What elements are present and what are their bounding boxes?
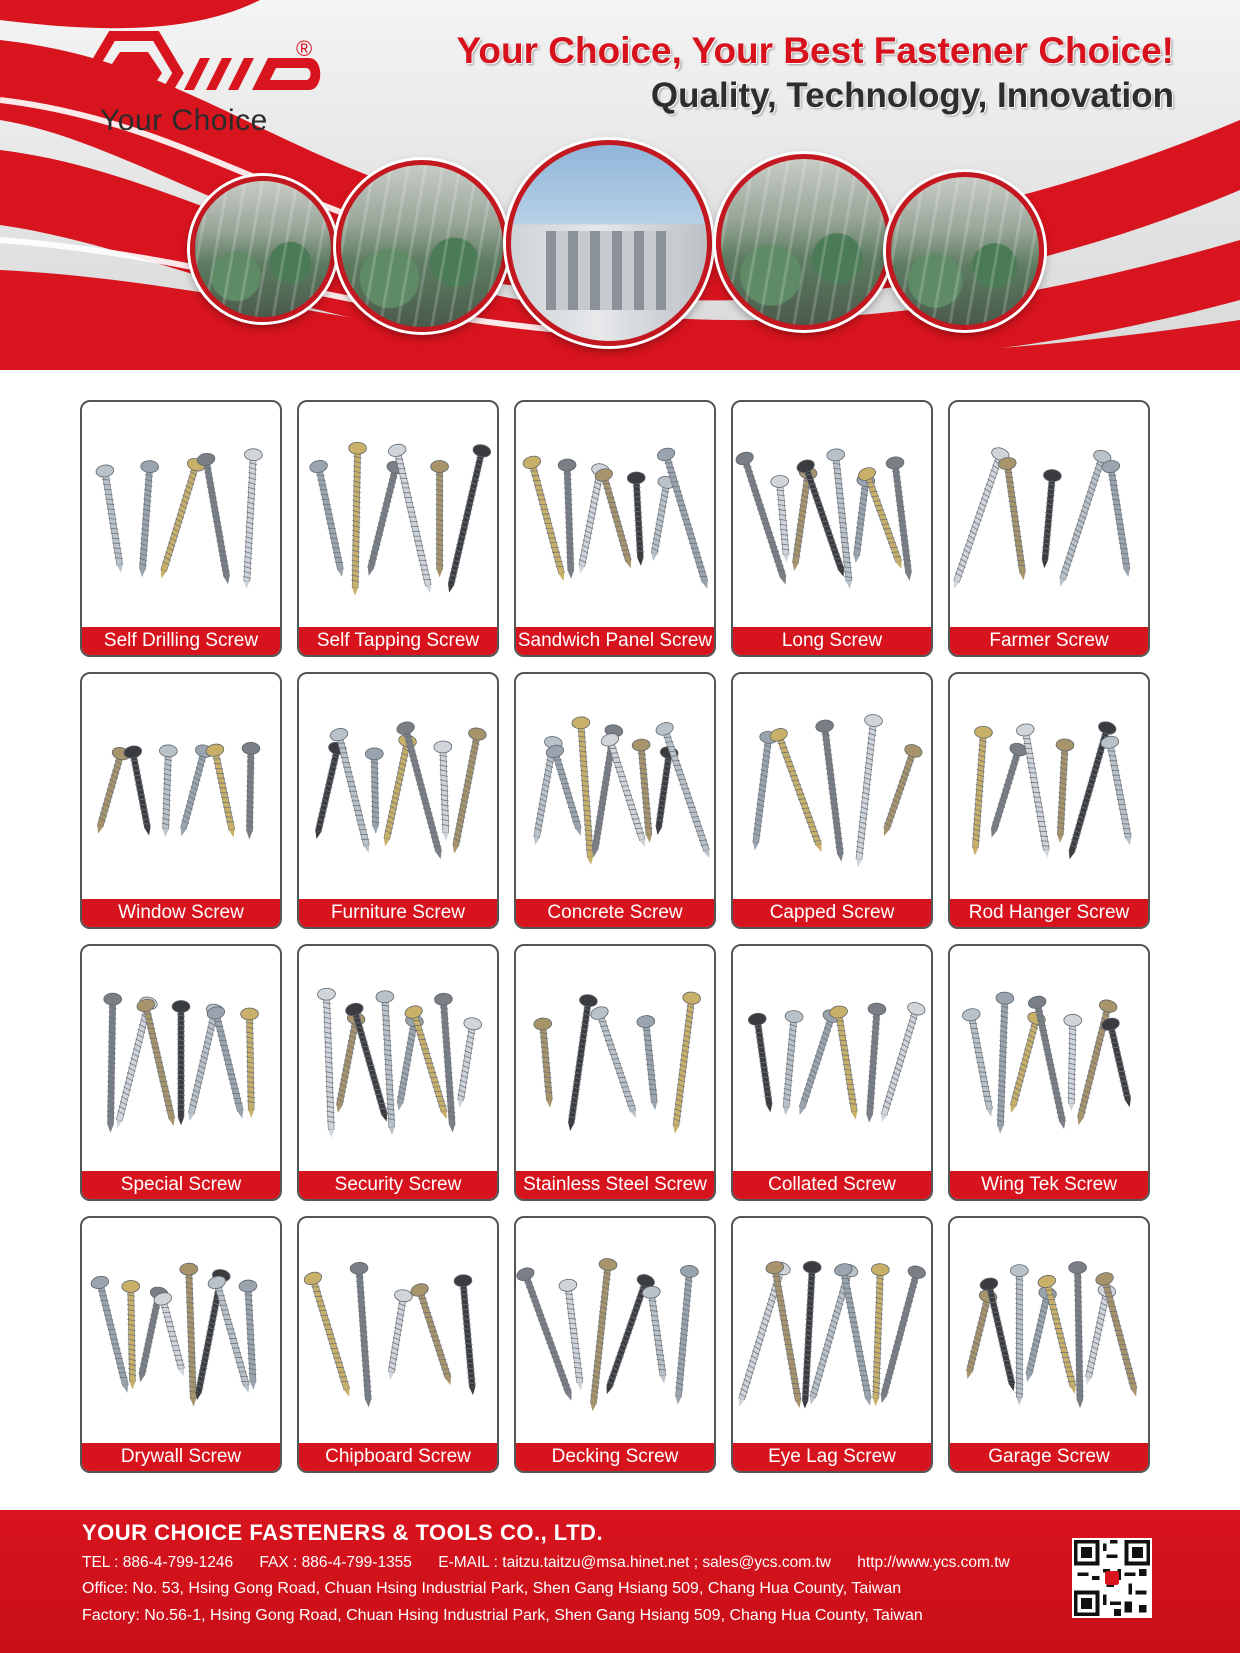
product-card[interactable] xyxy=(731,672,933,929)
contact-line xyxy=(82,1554,1032,1572)
product-card[interactable] xyxy=(514,1216,716,1473)
furniture-screws-image xyxy=(299,674,497,898)
security-screws-image xyxy=(299,946,497,1170)
product-card[interactable] xyxy=(514,672,716,929)
product-card[interactable] xyxy=(80,944,282,1201)
product-label: Wing Tek Screw xyxy=(950,1171,1148,1199)
office-address: Office: No. 53, Hsing Gong Road, Chuan Hsing Industrial Park, Shen Gang Hsiang 509, Chang Hua County, Taiwan xyxy=(82,1580,902,1597)
self-drilling-screws-image xyxy=(82,402,280,626)
chipboard-screws-image xyxy=(299,1218,497,1442)
special-screws-image xyxy=(82,946,280,1170)
concrete-screws-image xyxy=(516,674,714,898)
product-card[interactable] xyxy=(948,400,1150,657)
registered-mark: ® xyxy=(296,36,313,61)
product-card[interactable] xyxy=(80,1216,282,1473)
product-label: Capped Screw xyxy=(733,899,931,927)
sandwich-panel-screws-image xyxy=(516,402,714,626)
product-label: Security Screw xyxy=(299,1171,497,1199)
product-card[interactable] xyxy=(514,944,716,1201)
product-card[interactable] xyxy=(297,1216,499,1473)
brand-name: Your Choice xyxy=(100,104,268,137)
wing-tek-screws-image xyxy=(950,946,1148,1170)
product-label: Collated Screw xyxy=(733,1171,931,1199)
product-label: Long Screw xyxy=(733,627,931,655)
fax-number: FAX : 886-4-799-1355 xyxy=(259,1554,412,1571)
phone-number: TEL : 886-4-799-1246 xyxy=(82,1554,234,1571)
product-label: Furniture Screw xyxy=(299,899,497,927)
product-label: Rod Hanger Screw xyxy=(950,899,1148,927)
slogan-line-1: Your Choice, Your Best Fastener Choice! xyxy=(456,30,1174,71)
headquarters-building-photo xyxy=(506,140,712,346)
drywall-screws-image xyxy=(82,1218,280,1442)
product-card[interactable] xyxy=(514,400,716,657)
rod-hanger-screws-image xyxy=(950,674,1148,898)
capped-screws-image xyxy=(733,674,931,898)
factory-photo-2 xyxy=(336,160,508,332)
product-card[interactable] xyxy=(297,944,499,1201)
header-banner xyxy=(0,0,1240,370)
stainless-steel-screws-image xyxy=(516,946,714,1170)
product-card[interactable] xyxy=(80,672,282,929)
product-label: Drywall Screw xyxy=(82,1443,280,1471)
product-label: Window Screw xyxy=(82,899,280,927)
eye-lag-screws-image xyxy=(733,1218,931,1442)
window-screws-image xyxy=(82,674,280,898)
company-name: YOUR CHOICE FASTENERS & TOOLS CO., LTD. xyxy=(82,1520,604,1545)
slogan xyxy=(456,30,1174,116)
factory-address: Factory: No.56-1, Hsing Gong Road, Chuan Hsing Industrial Park, Shen Gang Hsiang 509, Chang Hua County, Taiwan xyxy=(82,1607,923,1624)
product-label: Self Tapping Screw xyxy=(299,627,497,655)
product-card[interactable] xyxy=(948,1216,1150,1473)
qr-code-icon[interactable] xyxy=(1072,1538,1152,1618)
product-card[interactable] xyxy=(297,672,499,929)
product-label: Special Screw xyxy=(82,1171,280,1199)
footer xyxy=(0,1510,1240,1653)
product-card[interactable] xyxy=(731,400,933,657)
website-link[interactable]: http://www.ycs.com.tw xyxy=(857,1554,1010,1571)
product-label: Decking Screw xyxy=(516,1443,714,1471)
decking-screws-image xyxy=(516,1218,714,1442)
product-card[interactable] xyxy=(948,944,1150,1201)
farmer-screws-image xyxy=(950,402,1148,626)
product-label: Concrete Screw xyxy=(516,899,714,927)
product-label: Self Drilling Screw xyxy=(82,627,280,655)
product-card[interactable] xyxy=(80,400,282,657)
collated-screws-image xyxy=(733,946,931,1170)
product-card[interactable] xyxy=(731,944,933,1201)
garage-screws-image xyxy=(950,1218,1148,1442)
self-tapping-screws-image xyxy=(299,402,497,626)
product-label: Stainless Steel Screw xyxy=(516,1171,714,1199)
factory-photo-4 xyxy=(886,172,1044,330)
product-label: Farmer Screw xyxy=(950,627,1148,655)
product-label: Chipboard Screw xyxy=(299,1443,497,1471)
product-card[interactable] xyxy=(297,400,499,657)
email-address[interactable]: E-MAIL : taitzu.taitzu@msa.hinet.net ; sales@ycs.com.tw xyxy=(438,1554,831,1571)
slogan-line-2: Quality, Technology, Innovation xyxy=(650,76,1174,115)
product-card[interactable] xyxy=(948,672,1150,929)
long-screws-image xyxy=(733,402,931,626)
factory-photo-1 xyxy=(190,176,336,322)
product-card[interactable] xyxy=(731,1216,933,1473)
product-label: Sandwich Panel Screw xyxy=(516,627,714,655)
product-label: Eye Lag Screw xyxy=(733,1443,931,1471)
factory-photo-3 xyxy=(716,154,892,330)
product-label: Garage Screw xyxy=(950,1443,1148,1471)
